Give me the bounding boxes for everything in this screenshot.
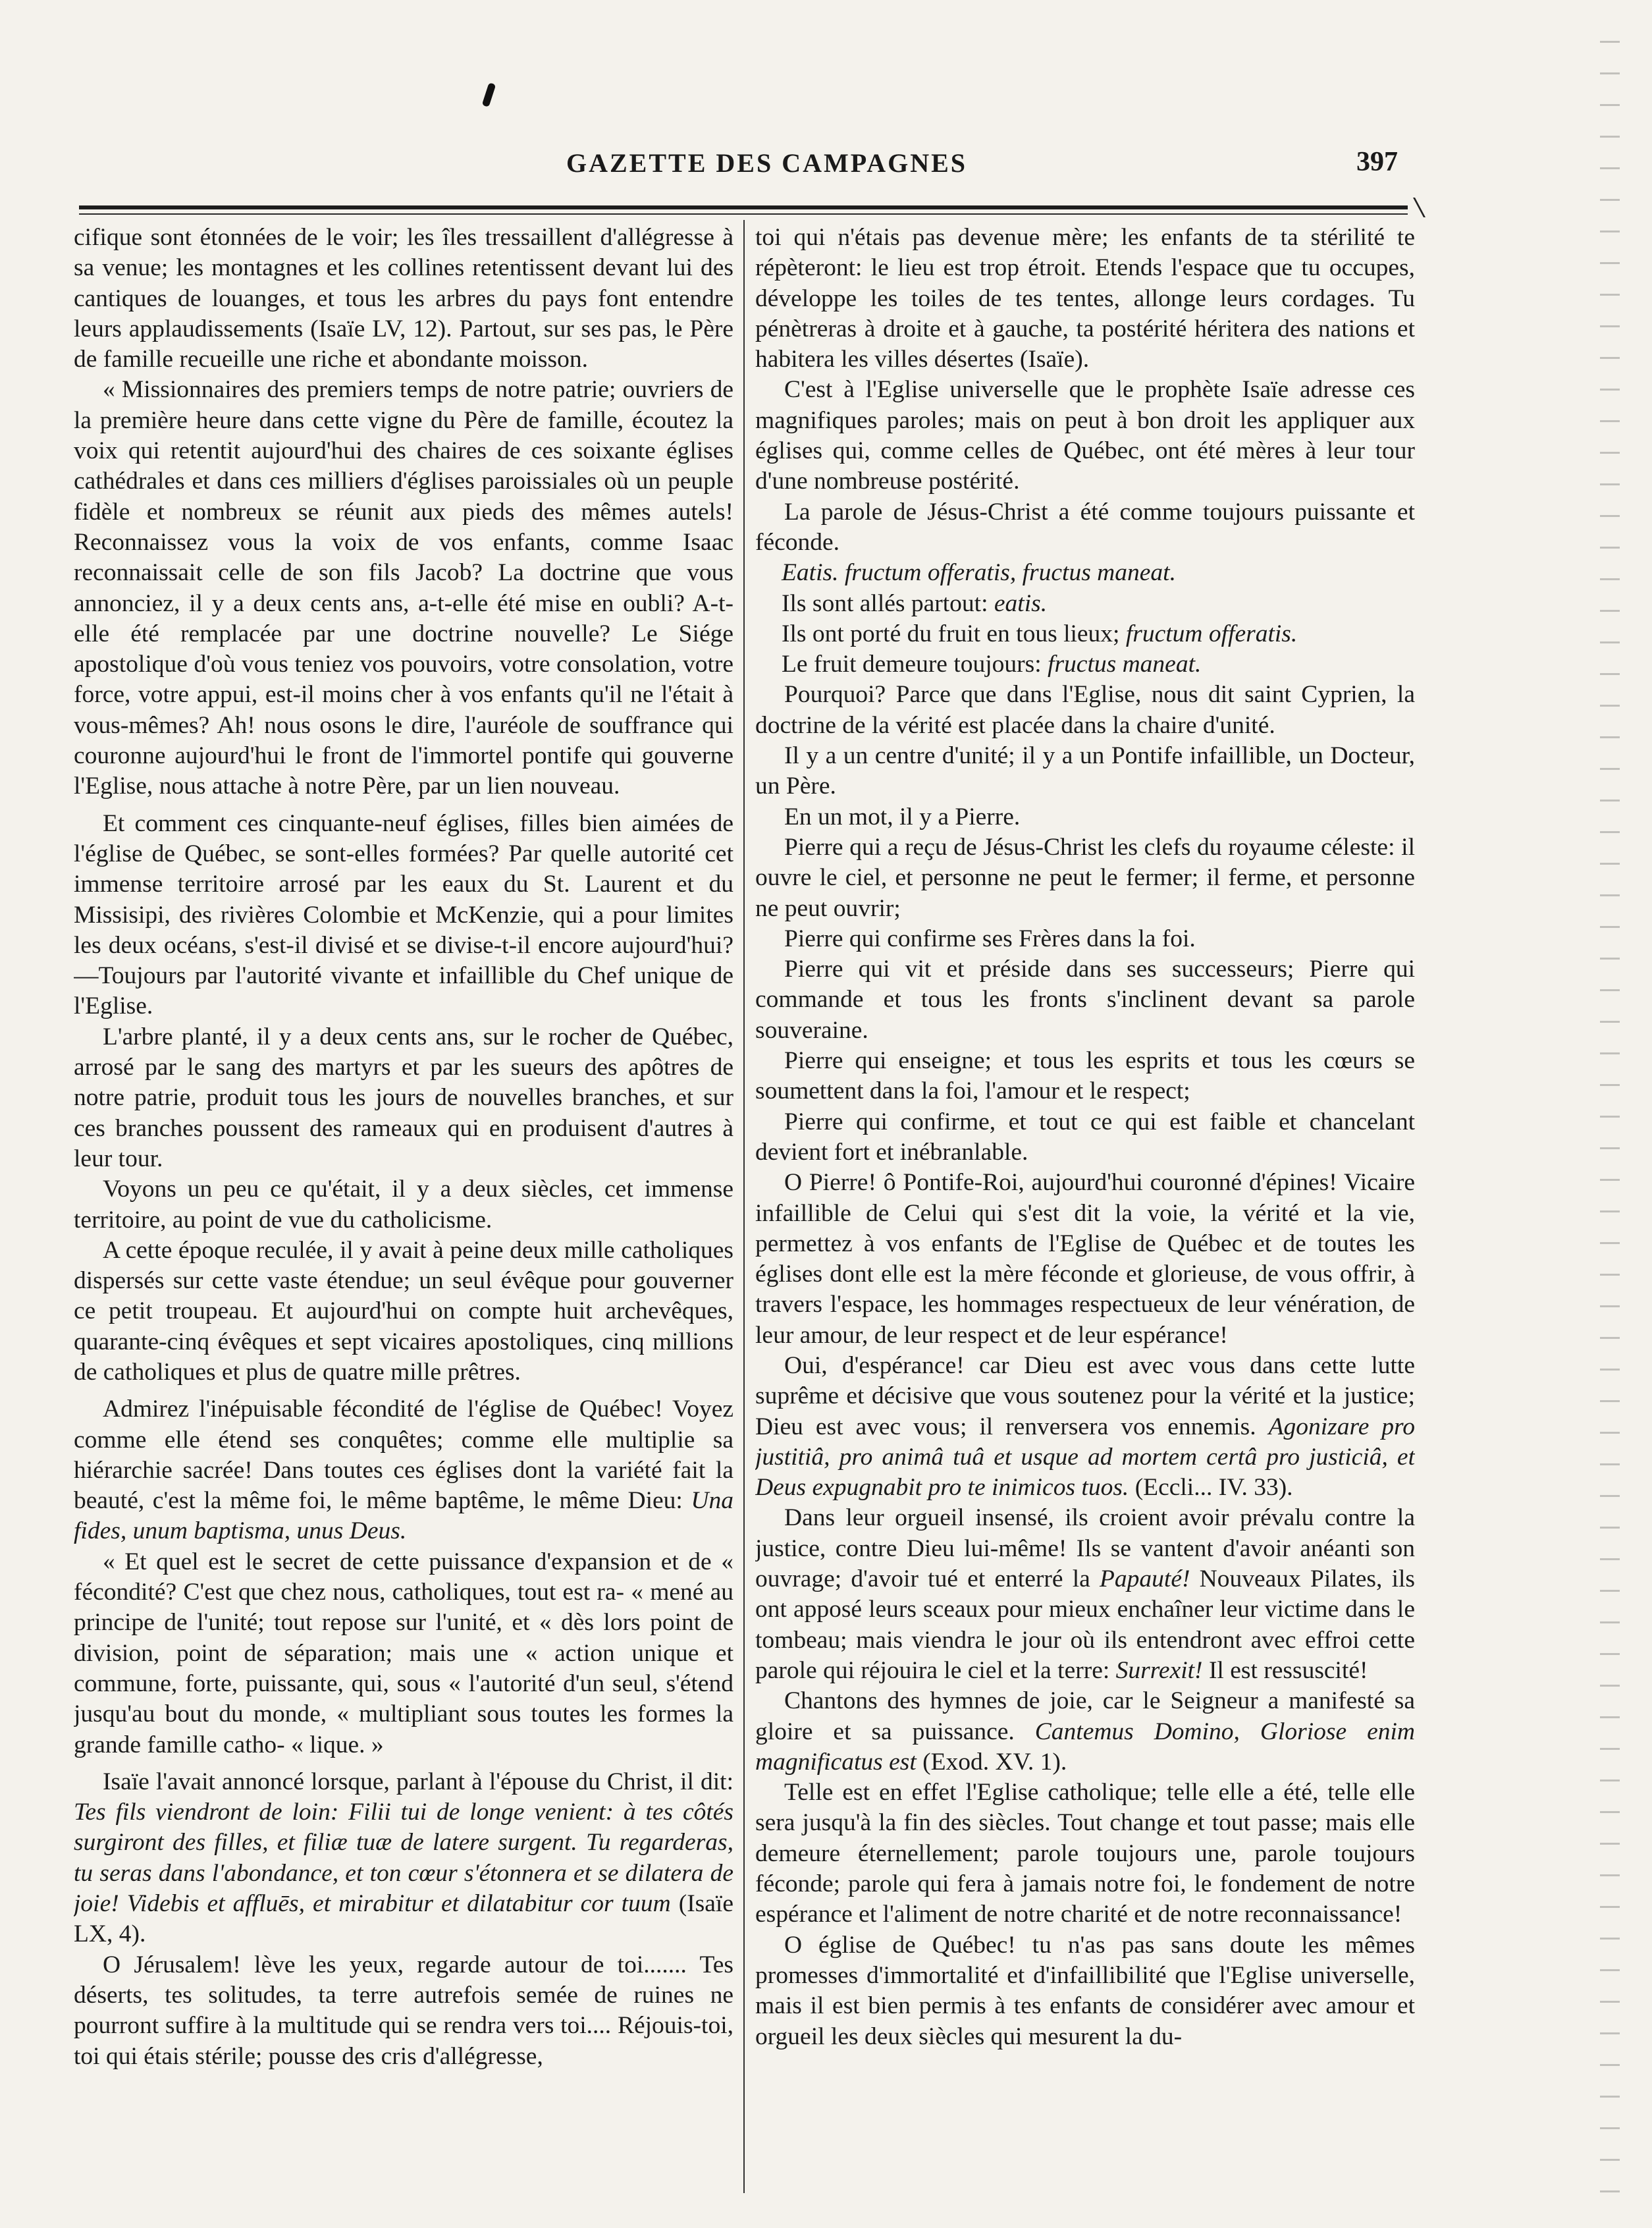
scripture-quote: Tes fils viendront de loin: Filii tui de longe venient: à tes côtés surgiront des filles, et filiæ tuæ de latere surgent. Tu regarderas, tu seras dans l'abondance, et ton cœur s'étonnera et se dilatera de joie! Videbis et affluēs, et mirabitur et dilatabitur cor tuum	[74, 1799, 733, 1918]
running-head-title: GAZETTE DES CAMPAGNES	[566, 148, 968, 178]
gloss-line	[755, 649, 1415, 680]
right-column	[755, 223, 1415, 2205]
text-run: Ils sont allés partout:	[782, 589, 994, 617]
paragraph: Pierre qui confirme ses Frères dans la foi.	[784, 925, 1196, 952]
paragraph: Et comment ces cinquante-neuf églises, filles bien aimées de l'église de Québec, se sont-elles formées? Par quelle autorité cet immense territoire arrosé par les eaux du St. Laurent et du Missisipi, des rivières Colombie et McKenzie, qui a pour limites les deux océans, s'est-il divisé et se divise-t-il encore aujourd'hui?—Toujours par l'autorité vivante et infaillible du Chef unique de l'Eglise.	[74, 809, 733, 1020]
text-run: Admirez l'inépuisable fécondité de l'église de Québec! Voyez comme elle étend ses conquêtes; comme elle multiplie sa hiérarchie sacrée! Dans toutes ces églises dont la variété fait la beauté, c'est la même foi, le même baptême, le même Dieu:	[74, 1396, 733, 1515]
paragraph: Il y a un centre d'unité; il y a un Pontife infaillible, un Docteur, un Père.	[755, 742, 1415, 800]
paragraph: « Missionnaires des premiers temps de notre patrie; ouvriers de la première heure dans cette vigne du Père de famille, écoutez la voix qui retentit aujourd'hui des chaires de ces soixante églises cathédrales et dans ces milliers d'églises paroissiales où un peuple fidèle et nombreux se réunit aux pieds des mêmes autels! Reconnaissez vous la voix de vos enfants, comme Isaac reconnaissait celle de son fils Jacob? La doctrine que vous annonciez, il y a deux cents ans, a-t-elle été mise en oubli? A-t-elle été remplacée par une doctrine nouvelle? Le Siége apostolique d'où vous teniez vos pouvoirs, votre consolation, votre force, votre appui, est-il moins cher à vos enfants qu'il ne l'était à vous-mêmes? Ah! nous osons le dire, l'auréole de souffrance qui couronne aujourd'hui le front de l'immortel pontife qui gouverne l'Eglise, nous attache à notre Père, par un lien nouveau.	[74, 376, 733, 800]
text-run: Isaïe l'avait annoncé lorsque, parlant à l'épouse du Christ, il dit:	[103, 1768, 733, 1795]
latin-word: fructum offeratis.	[1125, 620, 1298, 647]
gloss-line	[755, 589, 1415, 619]
paragraph: O Pierre! ô Pontife-Roi, aujourd'hui couronné d'épines! Vicaire infaillible de Celui qui s'est dit la voie, la vérité et la vie, permettez à vos enfants de l'Eglise de Québec et de toutes les églises dont elle est la mère féconde et glorieuse, de vous offrir, à travers l'espace, les hommages respectueux de leur vénération, de leur amour, de leur respect et de leur espérance!	[755, 1169, 1415, 1349]
column-divider	[743, 220, 745, 2193]
text-run: Dans leur orgueil insensé, ils croient avoir prévalu contre la justice, contre Dieu lui-même! Ils se vantent d'avoir anéanti son ouvrage; d'avoir tué et enterré la	[755, 1504, 1415, 1593]
citation: (Eccli... IV. 33).	[1129, 1474, 1293, 1502]
emphasis: Papauté!	[1100, 1565, 1190, 1593]
paragraph	[74, 1394, 733, 1546]
paragraph: O Jérusalem! lève les yeux, regarde autour de toi....... Tes déserts, tes solitudes, ta terre autrefois semée de ruines ne pourront suffire à la multitude qui se rendra vers toi.... Réjouis-toi, toi qui étais stérile; pousse des cris d'allégresse,	[74, 1951, 733, 2070]
paragraph: Pierre qui enseigne; et tous les esprits et tous les cœurs se soumettent dans la foi, l'amour et le respect;	[755, 1047, 1415, 1105]
binding-margin-noise	[1600, 26, 1620, 2200]
paragraph: L'arbre planté, il y a deux cents ans, sur le rocher de Québec, arrosé par le sang des martyrs et par les sueurs des apôtres de notre patrie, produit tous les jours de nouvelles branches, et sur ces branches poussent des rameaux qui en produisent d'autres à leur tour.	[74, 1023, 733, 1172]
text-run: Nouveaux Pilates, ils ont apposé leurs sceaux pour mieux enchaîner leur victime dans le tombeau; mais viendra le jour où ils entendront avec effroi cette parole qui réjouira le ciel et la terre:	[755, 1565, 1415, 1684]
text-run: Ils ont porté du fruit en tous lieux;	[782, 620, 1126, 647]
latin-line	[755, 558, 1415, 588]
paragraph	[755, 1503, 1415, 1686]
text-run: Chantons des hymnes de joie, car le Seigneur a manifesté sa gloire et sa puissance.	[755, 1687, 1415, 1745]
paragraph: En un mot, il y a Pierre.	[784, 803, 1021, 830]
paragraph: « Et quel est le secret de cette puissance d'expansion et de « fécondité? C'est que chez nous, catholiques, tout est ra- « mené au principe de l'unité; tout repose sur l'unité, et « dès lors point de division, point de séparation; mais une « action unique et commune, forte, puissante, qui, sous « l'autorité d'un seul, s'étend jusqu'au bout du monde, « multipliant sous toutes les formes la grande famille catho- « lique. »	[74, 1548, 733, 1758]
text-run: Le fruit demeure toujours:	[782, 651, 1048, 678]
paragraph: C'est à l'Eglise universelle que le prophète Isaïe adresse ces magnifiques paroles; mais on peut à bon droit les appliquer aux églises qui, comme celles de Québec, ont été mères à leur tour d'une nombreuse postérité.	[755, 376, 1415, 495]
latin-quote: Eatis. fructum offeratis, fructus maneat.	[782, 559, 1176, 587]
paragraph: La parole de Jésus-Christ a été comme toujours puissante et féconde.	[755, 498, 1415, 556]
latin-quote: Una fides, unum baptisma, unus Deus.	[74, 1487, 733, 1545]
paragraph: Pourquoi? Parce que dans l'Eglise, nous dit saint Cyprien, la doctrine de la vérité est placée dans la chaire d'unité.	[755, 681, 1415, 739]
header-rule-thin	[79, 213, 1408, 215]
latin-word: fructus maneat.	[1048, 651, 1202, 678]
paragraph: toi qui n'étais pas devenue mère; les enfants de ta stérilité te répèteront: le lieu est trop étroit. Etends l'espace que tu occupes, développe les toiles de tes tentes, allonge leurs cordages. Tu pénètreras à droite et à gauche, ta postérité héritera des nations et habitera les villes désertes (Isaïe).	[755, 224, 1415, 373]
paragraph: cifique sont étonnées de le voir; les îles tressaillent d'allégresse à sa venue; les montagnes et les collines retentissent devant lui des cantiques de louanges, et tous les arbres du pays font entendre leurs applaudissements (Isaïe LV, 12). Partout, sur ses pas, le Père de famille recueille une riche et abondante moisson.	[74, 224, 733, 373]
left-column	[74, 223, 733, 2205]
ink-blot	[482, 82, 496, 107]
paragraph	[755, 1686, 1415, 1778]
latin-quote: Agonizare pro justitiâ, pro animâ tuâ et usque ad mortem certâ pro justiciâ, et Deus expugnabit pro te inimicos tuos.	[755, 1413, 1415, 1502]
paragraph	[74, 1767, 733, 1950]
paragraph: O église de Québec! tu n'as pas sans doute les mêmes promesses d'immortalité et d'infaillibilité que l'Eglise universelle, mais il est bien permis à tes enfants de considérer avec amour et orgueil les deux siècles qui mesurent la du-	[755, 1931, 1415, 2050]
paragraph: Voyons un peu ce qu'était, il y a deux siècles, cet immense territoire, au point de vue du catholicisme.	[74, 1176, 733, 1234]
page-number: 397	[1356, 147, 1398, 177]
latin-quote: Cantemus Domino, Gloriose enim magnificatus est	[755, 1718, 1415, 1776]
gloss-line	[755, 619, 1415, 649]
paragraph: Telle est en effet l'Eglise catholique; telle elle a été, telle elle sera jusqu'à la fin des siècles. Tout change et tout passe; mais elle demeure éternellement; parole toujours une, parole toujours féconde; parole qui fera à jamais notre foi, le fondement de notre espérance et l'aliment de notre charité et de notre reconnaissance!	[755, 1779, 1415, 1928]
paragraph: Pierre qui vit et préside dans ses successeurs; Pierre qui commande et tous les fronts s'inclinent devant sa parole souveraine.	[755, 956, 1415, 1044]
header-rule	[79, 205, 1408, 209]
latin-word: eatis.	[994, 589, 1048, 617]
paragraph: Pierre qui a reçu de Jésus-Christ les clefs du royaume céleste: il ouvre le ciel, et personne ne peut le fermer; il ferme, et personne ne peut ouvrir;	[755, 833, 1415, 922]
latin-word: Surrexit!	[1115, 1656, 1203, 1684]
citation: (Exod. XV. 1).	[916, 1748, 1067, 1776]
paragraph: A cette époque reculée, il y avait à peine deux mille catholiques dispersés sur cette vaste étendue; un seul évêque pour gouverner ce petit troupeau. Et aujourd'hui on compte huit archevêques, quarante-cinq évêques et sept vicaires apostoliques, cinq millions de catholiques et plus de quatre mille prêtres.	[74, 1236, 733, 1386]
paragraph: Pierre qui confirme, et tout ce qui est faible et chancelant devient fort et inébranlable.	[755, 1108, 1415, 1166]
text-run: Il est ressuscité!	[1202, 1656, 1368, 1684]
text-run: Oui, d'espérance! car Dieu est avec vous dans cette lutte suprême et décisive que vous soutenez pour la vérité et la justice; Dieu est avec vous; il renversera vos ennemis.	[755, 1351, 1415, 1440]
paragraph	[755, 1351, 1415, 1503]
citation: (Isaïe LX, 4).	[74, 1890, 733, 1948]
